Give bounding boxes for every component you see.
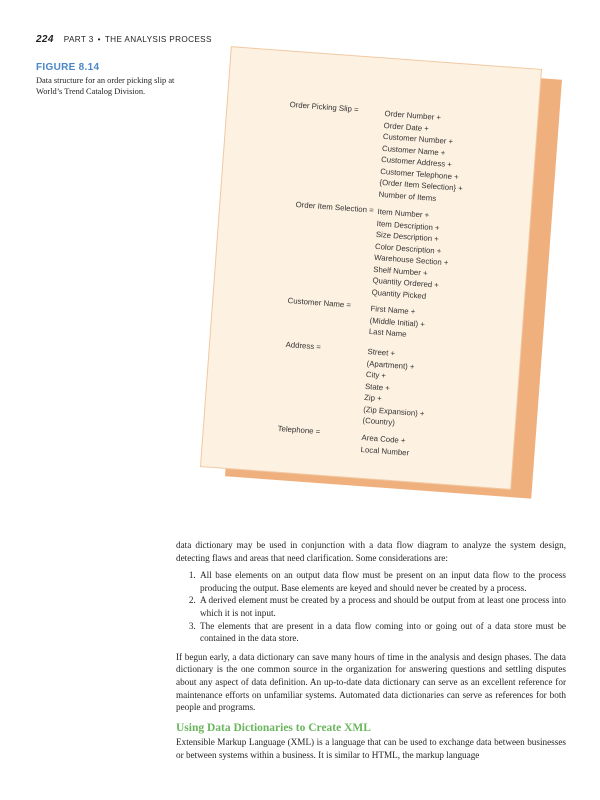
paragraph: If begun early, a data dictionary can save many hours of time in the analysis and design phases. The data dictionary is the one common source in the organization for answering questions and settling disputes about any aspect of data definition. An up-to-date data dictionary can serve as an excellent reference for maintenance efforts on unfamiliar systems. Automated data dictionaries can serve as references for both people and programs. xyxy=(176,651,566,713)
element: Order Date + xyxy=(383,120,430,133)
element: Customer Telephone + xyxy=(380,166,460,182)
element: (Zip Expansion) + xyxy=(363,404,425,418)
element: Size Description + xyxy=(375,229,440,244)
considerations-list xyxy=(176,569,566,645)
figure-label: FIGURE 8.14 xyxy=(36,62,100,73)
element: (Apartment) + xyxy=(366,358,415,371)
element: Number of Items xyxy=(378,189,437,203)
element: State + xyxy=(364,381,391,393)
element: Customer Number + xyxy=(382,131,454,147)
def-order-picking-slip xyxy=(378,108,468,206)
term-address: Address = xyxy=(285,340,322,352)
element: Item Number + xyxy=(377,206,430,220)
term-order-picking-slip: Order Picking Slip = xyxy=(289,100,359,115)
term-customer-name: Customer Name = xyxy=(287,296,352,310)
list-item: 3. The elements that are present in a data flow coming into or going out of a data store must be contained in the data store. xyxy=(198,620,566,645)
list-item: 2. A derived element must be created by a process and should be output from at least one process into which it is not input. xyxy=(198,594,566,619)
def-address xyxy=(362,346,429,431)
element: Quantity Ordered + xyxy=(372,275,440,290)
element: Customer Address + xyxy=(380,154,453,170)
paragraph: Extensible Markup Language (XML) is a language that can be used to exchange data between businesses or between systems within a business. It is similar to HTML, the markup language xyxy=(176,737,566,760)
element: Color Description + xyxy=(374,241,442,256)
figure-caption: Data structure for an order picking slip at World’s Trend Catalog Division. xyxy=(36,76,175,96)
element: Last Name xyxy=(368,326,407,339)
element: Warehouse Section + xyxy=(373,252,449,268)
element: (Country) xyxy=(362,415,396,428)
element: Local Number xyxy=(360,444,410,457)
body-text xyxy=(176,539,566,762)
element: (Middle Initial) + xyxy=(369,315,426,329)
list-item: 1. All base elements on an output data flow must be present on an input data flow to the process producing the output. Base elements are keyed and should never be created by a process. xyxy=(198,569,566,594)
element: Order Number + xyxy=(384,108,442,123)
page-number: 224 xyxy=(36,34,54,45)
term-telephone: Telephone = xyxy=(277,424,321,437)
element: Shelf Number + xyxy=(373,264,428,278)
section-label: THE ANALYSIS PROCESS xyxy=(104,35,212,44)
element: Item Description + xyxy=(376,218,440,233)
def-telephone xyxy=(360,432,410,458)
element: Street + xyxy=(367,346,396,358)
head-separator: • xyxy=(97,35,101,44)
element: City + xyxy=(365,369,387,381)
def-order-item-selection xyxy=(371,206,452,303)
intro-paragraph: data dictionary may be used in conjunction with a data flow diagram to analyze the system design, detecting flaws and areas that need clarification. Some considerations are: xyxy=(176,540,566,563)
part-label: PART 3 xyxy=(63,35,94,44)
term-order-item-selection: Order Item Selection = xyxy=(295,200,375,215)
def-customer-name xyxy=(368,303,426,341)
element: {Order Item Selection} + xyxy=(379,177,464,193)
element: Area Code + xyxy=(361,432,406,446)
element: Customer Name + xyxy=(381,143,446,158)
element: Zip + xyxy=(363,392,383,404)
element: First Name + xyxy=(370,303,416,317)
element: Quantity Picked xyxy=(371,287,427,301)
section-heading: Using Data Dictionaries to Create XML xyxy=(176,721,371,734)
